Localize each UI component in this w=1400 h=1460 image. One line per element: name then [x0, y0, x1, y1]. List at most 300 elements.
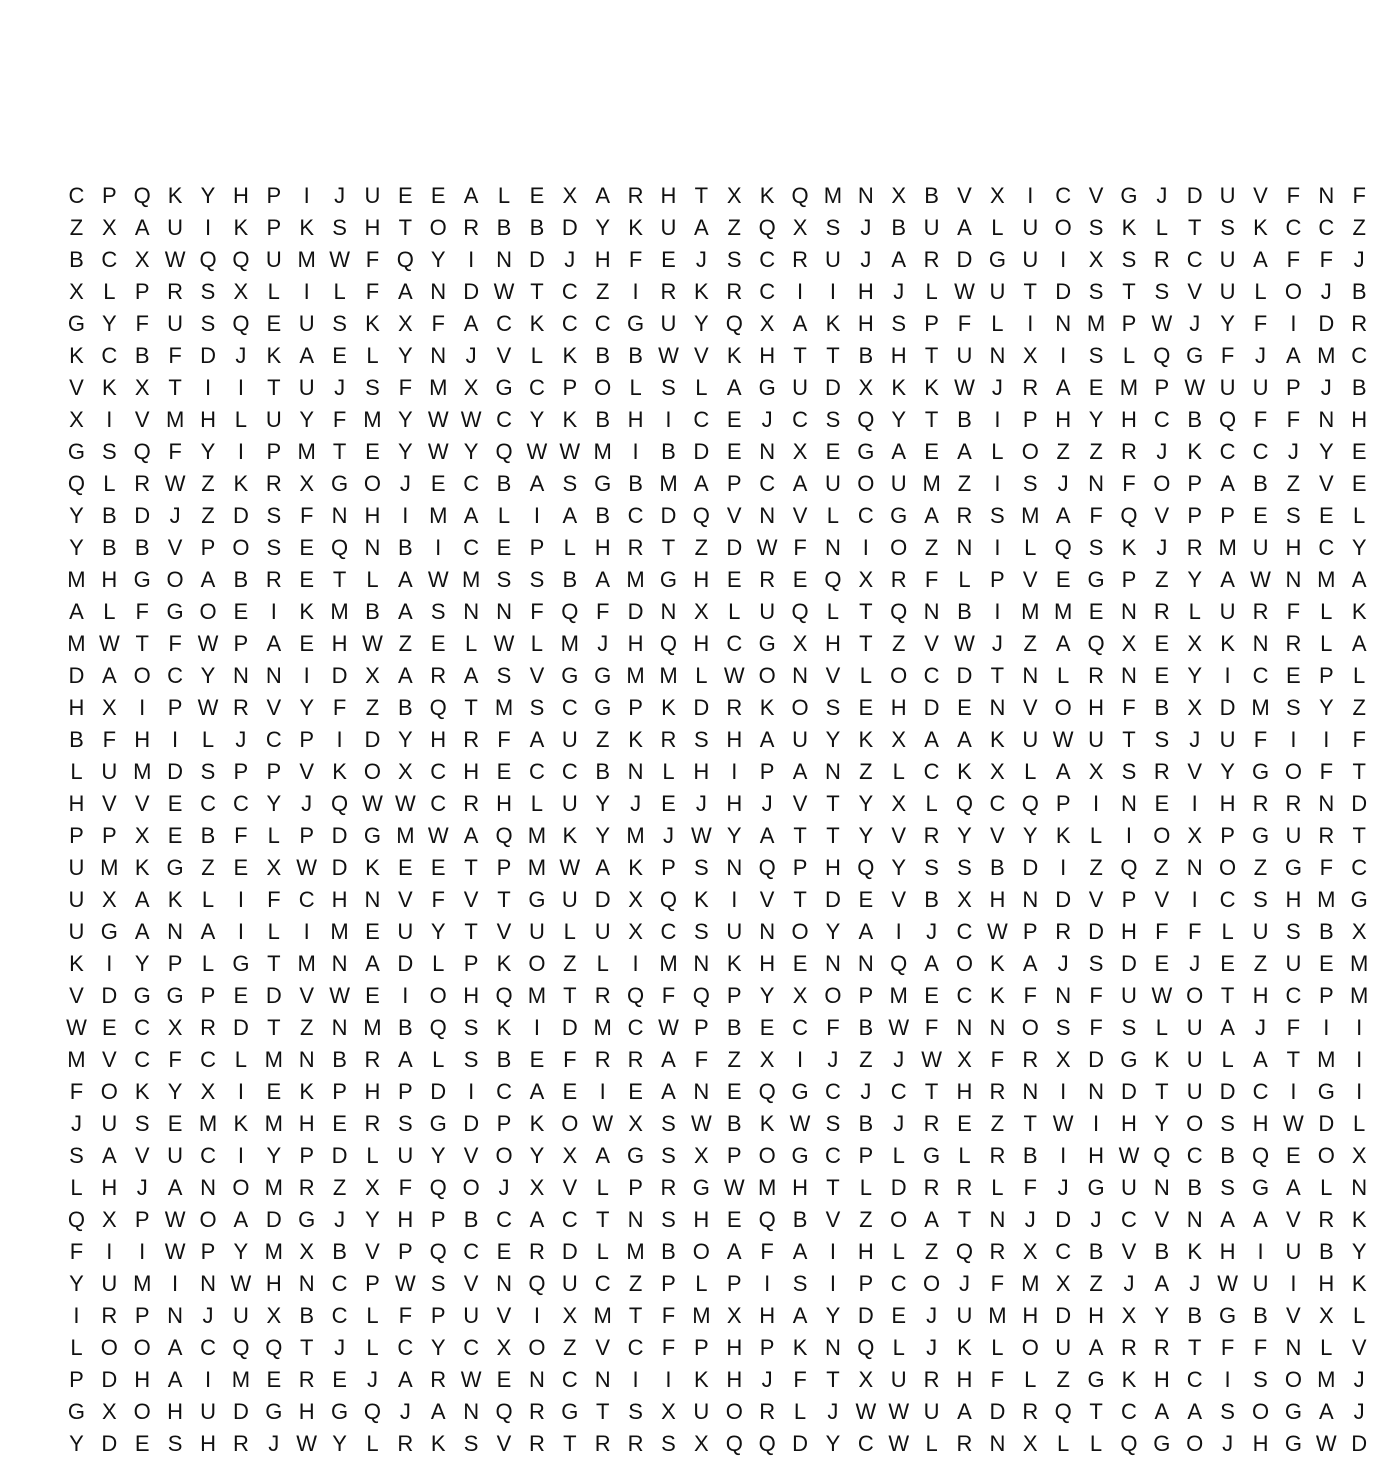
puzzle-letter: L	[70, 759, 83, 784]
puzzle-letter: S	[529, 567, 545, 592]
puzzle-letter: J	[761, 791, 773, 816]
puzzle-letter: W	[197, 631, 219, 656]
puzzle-letter: E	[430, 855, 446, 880]
puzzle-letter: E	[924, 983, 939, 1008]
puzzle-letter: M	[527, 823, 547, 848]
puzzle-letter: M	[659, 471, 678, 496]
puzzle-letter: I	[1092, 791, 1100, 816]
puzzle-letter: K	[726, 951, 742, 976]
puzzle-row	[60, 756, 1366, 788]
puzzle-letter: C	[1285, 215, 1302, 240]
puzzle-letter: A	[463, 183, 479, 208]
puzzle-letter: K	[957, 1335, 972, 1360]
puzzle-letter: V	[463, 1271, 479, 1296]
puzzle-letter: D	[824, 887, 841, 912]
puzzle-letter: Q	[1153, 343, 1171, 368]
puzzle-letter: H	[1088, 1143, 1104, 1168]
puzzle-letter: L	[267, 279, 280, 304]
puzzle-letter: G	[561, 1399, 579, 1424]
puzzle-letter: X	[759, 1047, 775, 1072]
puzzle-letter: H	[463, 759, 480, 784]
puzzle-letter: G	[1219, 1303, 1237, 1328]
puzzle-letter: G	[923, 1143, 941, 1168]
puzzle-letter: O	[133, 1335, 151, 1360]
puzzle-row	[60, 500, 1366, 532]
puzzle-letter: A	[1318, 1399, 1334, 1424]
puzzle-letter: U	[167, 215, 184, 240]
puzzle-letter: N	[956, 535, 973, 560]
puzzle-letter: H	[1285, 887, 1302, 912]
puzzle-letter: C	[496, 1079, 512, 1104]
puzzle-letter: Q	[1251, 1143, 1270, 1168]
puzzle-letter: G	[166, 855, 184, 880]
puzzle-letter: P	[726, 983, 742, 1008]
puzzle-letter: S	[562, 471, 578, 496]
puzzle-letter: G	[67, 1399, 85, 1424]
puzzle-letter: E	[726, 407, 742, 432]
puzzle-letter: X	[759, 311, 775, 336]
puzzle-letter: C	[561, 759, 578, 784]
puzzle-letter: J	[334, 183, 346, 208]
puzzle-letter: E	[496, 1367, 512, 1392]
puzzle-letter: I	[106, 1239, 113, 1264]
puzzle-letter: S	[69, 1143, 84, 1168]
puzzle-letter: Y	[299, 407, 315, 432]
puzzle-letter: K	[365, 311, 380, 336]
puzzle-letter: U	[1252, 375, 1269, 400]
puzzle-letter: T	[826, 823, 840, 848]
puzzle-letter: I	[994, 407, 1001, 432]
puzzle-letter: I	[1356, 1015, 1363, 1040]
puzzle-row	[60, 308, 1368, 340]
puzzle-letter: B	[496, 1047, 512, 1072]
puzzle-letter: O	[133, 663, 151, 688]
puzzle-letter: Y	[1088, 407, 1104, 432]
puzzle-letter: W	[756, 535, 778, 560]
puzzle-letter: N	[430, 279, 447, 304]
puzzle-letter: F	[563, 1047, 577, 1072]
puzzle-letter: E	[1286, 663, 1301, 688]
puzzle-letter: G	[1251, 1175, 1270, 1200]
puzzle-letter: S	[529, 695, 545, 720]
puzzle-row	[60, 1428, 1368, 1460]
puzzle-letter: L	[1188, 599, 1201, 624]
puzzle-letter: L	[662, 759, 675, 784]
puzzle-letter: J	[1255, 343, 1266, 368]
puzzle-letter: C	[561, 279, 578, 304]
puzzle-letter: W	[98, 631, 120, 656]
puzzle-letter: Y	[463, 439, 479, 464]
puzzle-letter: V	[1318, 471, 1334, 496]
puzzle-letter: H	[726, 1335, 743, 1360]
puzzle-letter: I	[1323, 727, 1330, 752]
puzzle-letter: Z	[990, 1111, 1005, 1136]
puzzle-letter: V	[595, 1335, 611, 1360]
puzzle-letter: D	[956, 247, 973, 272]
puzzle-letter: P	[233, 759, 249, 784]
puzzle-letter: I	[1125, 823, 1132, 848]
puzzle-letter: Q	[495, 1399, 513, 1424]
puzzle-letter: W	[888, 1015, 910, 1040]
puzzle-letter: V	[266, 695, 282, 720]
puzzle-letter: C	[298, 887, 315, 912]
puzzle-letter: S	[430, 599, 446, 624]
puzzle-letter: N	[1153, 1175, 1170, 1200]
puzzle-letter: M	[264, 1175, 283, 1200]
puzzle-letter: Y	[430, 1143, 446, 1168]
puzzle-letter: J	[1320, 375, 1332, 400]
puzzle-letter: A	[167, 1175, 183, 1200]
puzzle-letter: B	[398, 535, 413, 560]
puzzle-letter: I	[1290, 727, 1297, 752]
puzzle-letter: F	[398, 375, 413, 400]
puzzle-row	[60, 1364, 1365, 1396]
puzzle-letter: O	[1219, 855, 1237, 880]
puzzle-letter: N	[857, 183, 874, 208]
puzzle-letter: K	[562, 407, 578, 432]
puzzle-letter: J	[1255, 1015, 1266, 1040]
puzzle-letter: A	[792, 1303, 808, 1328]
puzzle-letter: J	[334, 1207, 346, 1232]
puzzle-row	[60, 820, 1366, 852]
puzzle-letter: O	[1054, 215, 1072, 240]
puzzle-letter: L	[925, 791, 938, 816]
puzzle-letter: H	[364, 503, 381, 528]
puzzle-letter: D	[726, 535, 743, 560]
puzzle-letter: E	[562, 1079, 578, 1104]
puzzle-letter: N	[167, 919, 184, 944]
puzzle-letter: Q	[758, 215, 776, 240]
puzzle-letter: I	[1027, 183, 1034, 208]
puzzle-letter: P	[726, 471, 742, 496]
puzzle-letter: U	[759, 599, 776, 624]
puzzle-letter: A	[1088, 1335, 1104, 1360]
puzzle-letter: R	[528, 1431, 545, 1456]
puzzle-letter: S	[792, 1271, 808, 1296]
puzzle-letter: N	[1186, 855, 1203, 880]
puzzle-letter: N	[1022, 663, 1039, 688]
puzzle-letter: X	[101, 215, 117, 240]
puzzle-letter: U	[1285, 951, 1302, 976]
puzzle-letter: G	[1186, 343, 1204, 368]
puzzle-letter: L	[201, 951, 215, 976]
puzzle-letter: M	[330, 919, 349, 944]
puzzle-letter: W	[493, 279, 515, 304]
puzzle-letter: R	[1318, 823, 1335, 848]
puzzle-letter: C	[200, 1335, 216, 1360]
puzzle-letter: B	[1154, 1239, 1170, 1264]
puzzle-letter: A	[891, 247, 907, 272]
puzzle-letter: O	[1251, 1399, 1270, 1424]
puzzle-letter: A	[398, 279, 413, 304]
puzzle-letter: K	[1351, 1271, 1367, 1296]
puzzle-letter: U	[1186, 1047, 1203, 1072]
puzzle-letter: I	[994, 535, 1001, 560]
puzzle-letter: S	[661, 1207, 676, 1232]
puzzle-letter: I	[1060, 343, 1067, 368]
puzzle-letter: P	[726, 1143, 742, 1168]
puzzle-letter: L	[563, 919, 576, 944]
puzzle-letter: J	[399, 471, 411, 496]
puzzle-letter: W	[592, 1111, 614, 1136]
puzzle-letter: L	[1024, 1367, 1037, 1392]
puzzle-row	[60, 244, 1365, 276]
puzzle-letter: L	[596, 1175, 609, 1200]
puzzle-letter: Y	[1187, 663, 1203, 688]
puzzle-letter: Q	[331, 535, 349, 560]
puzzle-letter: Q	[133, 183, 151, 208]
puzzle-letter: A	[69, 599, 84, 624]
puzzle-letter: Z	[628, 1271, 643, 1296]
puzzle-letter: D	[200, 343, 216, 368]
puzzle-letter: T	[826, 1367, 840, 1392]
puzzle-letter: C	[1351, 855, 1368, 880]
puzzle-letter: O	[561, 1111, 579, 1136]
puzzle-letter: D	[331, 823, 348, 848]
puzzle-letter: Z	[727, 215, 741, 240]
puzzle-letter: F	[1286, 1015, 1301, 1040]
puzzle-letter: M	[67, 567, 86, 592]
puzzle-letter: Q	[791, 599, 809, 624]
puzzle-letter: C	[331, 1303, 348, 1328]
puzzle-letter: E	[661, 791, 676, 816]
puzzle-letter: E	[266, 1079, 282, 1104]
puzzle-letter: O	[462, 1175, 480, 1200]
puzzle-letter: I	[632, 279, 639, 304]
puzzle-letter: N	[331, 951, 348, 976]
puzzle-letter: I	[1191, 887, 1198, 912]
puzzle-letter: J	[761, 407, 773, 432]
puzzle-letter: A	[1154, 1399, 1170, 1424]
puzzle-letter: O	[429, 983, 447, 1008]
puzzle-letter: Q	[429, 1175, 447, 1200]
puzzle-letter: I	[731, 887, 738, 912]
puzzle-letter: B	[957, 407, 972, 432]
puzzle-letter: N	[824, 759, 841, 784]
puzzle-letter: G	[232, 951, 250, 976]
puzzle-letter: Z	[1056, 1367, 1070, 1392]
puzzle-letter: R	[956, 503, 973, 528]
puzzle-letter: O	[1186, 983, 1204, 1008]
puzzle-letter: Z	[1056, 439, 1070, 464]
puzzle-letter: G	[331, 471, 349, 496]
puzzle-letter: H	[627, 631, 644, 656]
puzzle-letter: S	[1220, 1399, 1235, 1424]
puzzle-letter: R	[1121, 439, 1137, 464]
puzzle-letter: B	[661, 439, 676, 464]
puzzle-letter: W	[427, 439, 449, 464]
puzzle-letter: B	[595, 407, 611, 432]
puzzle-letter: I	[1290, 311, 1297, 336]
puzzle-letter: D	[265, 1207, 282, 1232]
puzzle-letter: V	[792, 791, 808, 816]
puzzle-letter: T	[595, 1207, 610, 1232]
puzzle-letter: E	[726, 439, 742, 464]
puzzle-letter: F	[1220, 343, 1235, 368]
puzzle-letter: X	[792, 983, 808, 1008]
puzzle-letter: M	[297, 951, 316, 976]
puzzle-letter: A	[792, 1239, 808, 1264]
puzzle-letter: F	[661, 1335, 676, 1360]
puzzle-letter: J	[1057, 951, 1069, 976]
puzzle-letter: P	[266, 439, 282, 464]
puzzle-letter: E	[266, 1367, 282, 1392]
puzzle-letter: I	[1191, 791, 1198, 816]
puzzle-letter: P	[167, 951, 183, 976]
puzzle-letter: U	[989, 279, 1006, 304]
puzzle-letter: T	[957, 1207, 972, 1232]
puzzle-letter: Q	[1021, 791, 1039, 816]
puzzle-letter: W	[1052, 1111, 1074, 1136]
puzzle-letter: G	[890, 503, 908, 528]
puzzle-letter: C	[1252, 1079, 1269, 1104]
puzzle-letter: N	[298, 1047, 315, 1072]
puzzle-letter: D	[561, 1015, 578, 1040]
puzzle-letter: Z	[924, 535, 939, 560]
puzzle-letter: Q	[1120, 503, 1138, 528]
puzzle-letter: X	[792, 215, 808, 240]
puzzle-letter: U	[528, 919, 545, 944]
puzzle-letter: S	[398, 1111, 413, 1136]
puzzle-letter: N	[1318, 183, 1335, 208]
puzzle-letter: U	[1219, 727, 1236, 752]
puzzle-letter: G	[429, 1111, 447, 1136]
puzzle-letter: M	[396, 823, 415, 848]
puzzle-letter: Y	[101, 311, 117, 336]
puzzle-letter: B	[200, 823, 216, 848]
puzzle-letter: C	[200, 1047, 216, 1072]
puzzle-letter: D	[528, 247, 545, 272]
puzzle-letter: I	[435, 535, 442, 560]
puzzle-letter: A	[167, 1335, 183, 1360]
puzzle-letter: V	[134, 791, 150, 816]
puzzle-letter: S	[825, 695, 841, 720]
puzzle-letter: L	[465, 631, 478, 656]
puzzle-letter: C	[1219, 887, 1236, 912]
puzzle-letter: Y	[957, 823, 972, 848]
puzzle-letter: Q	[890, 599, 908, 624]
puzzle-letter: W	[1315, 1431, 1337, 1456]
puzzle-letter: H	[1121, 1111, 1137, 1136]
puzzle-letter: E	[430, 471, 446, 496]
puzzle-letter: H	[397, 1207, 414, 1232]
puzzle-letter: E	[1351, 471, 1367, 496]
puzzle-letter: J	[1189, 951, 1201, 976]
puzzle-letter: O	[1186, 1111, 1204, 1136]
puzzle-letter: G	[1087, 1175, 1105, 1200]
puzzle-letter: V	[365, 1239, 380, 1264]
puzzle-letter: V	[101, 1047, 117, 1072]
puzzle-letter: L	[1024, 759, 1037, 784]
puzzle-letter: H	[1318, 1271, 1335, 1296]
puzzle-letter: P	[266, 215, 282, 240]
puzzle-letter: V	[1088, 887, 1104, 912]
puzzle-letter: N	[1318, 407, 1335, 432]
puzzle-letter: N	[200, 1271, 216, 1296]
puzzle-letter: R	[430, 1367, 447, 1392]
puzzle-letter: L	[70, 1335, 83, 1360]
puzzle-letter: P	[1187, 471, 1203, 496]
puzzle-row	[60, 468, 1367, 500]
puzzle-letter: V	[1286, 1303, 1301, 1328]
puzzle-letter: C	[430, 791, 447, 816]
puzzle-letter: T	[924, 1079, 939, 1104]
puzzle-letter: I	[1323, 1015, 1330, 1040]
puzzle-letter: S	[266, 535, 282, 560]
puzzle-letter: C	[200, 791, 216, 816]
puzzle-letter: W	[427, 823, 449, 848]
puzzle-letter: S	[1286, 695, 1301, 720]
puzzle-letter: W	[559, 855, 581, 880]
puzzle-letter: N	[923, 599, 940, 624]
puzzle-letter: O	[363, 471, 382, 496]
puzzle-letter: P	[759, 759, 775, 784]
puzzle-letter: P	[858, 1271, 874, 1296]
puzzle-letter: G	[265, 1399, 283, 1424]
puzzle-letter: V	[694, 343, 709, 368]
puzzle-letter: F	[431, 887, 445, 912]
puzzle-letter: F	[990, 1047, 1005, 1072]
puzzle-letter: H	[1088, 1303, 1104, 1328]
puzzle-letter: W	[362, 631, 383, 656]
puzzle-letter: H	[298, 1111, 315, 1136]
puzzle-letter: M	[988, 1303, 1007, 1328]
puzzle-letter: F	[234, 823, 248, 848]
puzzle-letter: A	[726, 375, 742, 400]
puzzle-letter: W	[329, 983, 350, 1008]
puzzle-letter: L	[366, 567, 379, 592]
puzzle-letter: J	[136, 1175, 148, 1200]
puzzle-letter: Z	[1023, 631, 1037, 656]
puzzle-letter: W	[164, 1207, 186, 1232]
puzzle-letter: L	[728, 599, 741, 624]
puzzle-letter: G	[1284, 1431, 1302, 1456]
puzzle-letter: R	[627, 1047, 644, 1072]
puzzle-letter: L	[596, 951, 609, 976]
puzzle-letter: L	[629, 375, 642, 400]
puzzle-letter: Y	[1022, 823, 1038, 848]
puzzle-letter: E	[167, 791, 183, 816]
puzzle-letter: Z	[924, 1239, 939, 1264]
puzzle-letter: A	[1220, 1207, 1235, 1232]
puzzle-letter: A	[398, 1367, 413, 1392]
puzzle-letter: I	[1290, 1079, 1297, 1104]
puzzle-letter: T	[1122, 279, 1136, 304]
puzzle-letter: Y	[69, 1431, 84, 1456]
puzzle-letter: U	[561, 887, 578, 912]
puzzle-row	[60, 1236, 1367, 1268]
puzzle-letter: L	[892, 759, 905, 784]
puzzle-letter: K	[858, 727, 874, 752]
puzzle-letter: H	[1219, 791, 1236, 816]
puzzle-letter: O	[100, 1079, 118, 1104]
puzzle-letter: K	[365, 855, 380, 880]
puzzle-letter: G	[1284, 855, 1302, 880]
puzzle-letter: W	[329, 247, 350, 272]
puzzle-letter: G	[1251, 823, 1270, 848]
puzzle-letter: M	[527, 855, 547, 880]
puzzle-letter: E	[496, 759, 512, 784]
puzzle-letter: B	[463, 1207, 479, 1232]
puzzle-letter: F	[365, 247, 380, 272]
puzzle-letter: T	[859, 631, 873, 656]
puzzle-letter: A	[595, 567, 611, 592]
puzzle-letter: B	[726, 1111, 742, 1136]
puzzle-letter: Q	[692, 983, 710, 1008]
puzzle-letter: N	[660, 599, 677, 624]
puzzle-letter: T	[826, 791, 840, 816]
puzzle-letter: H	[364, 215, 381, 240]
